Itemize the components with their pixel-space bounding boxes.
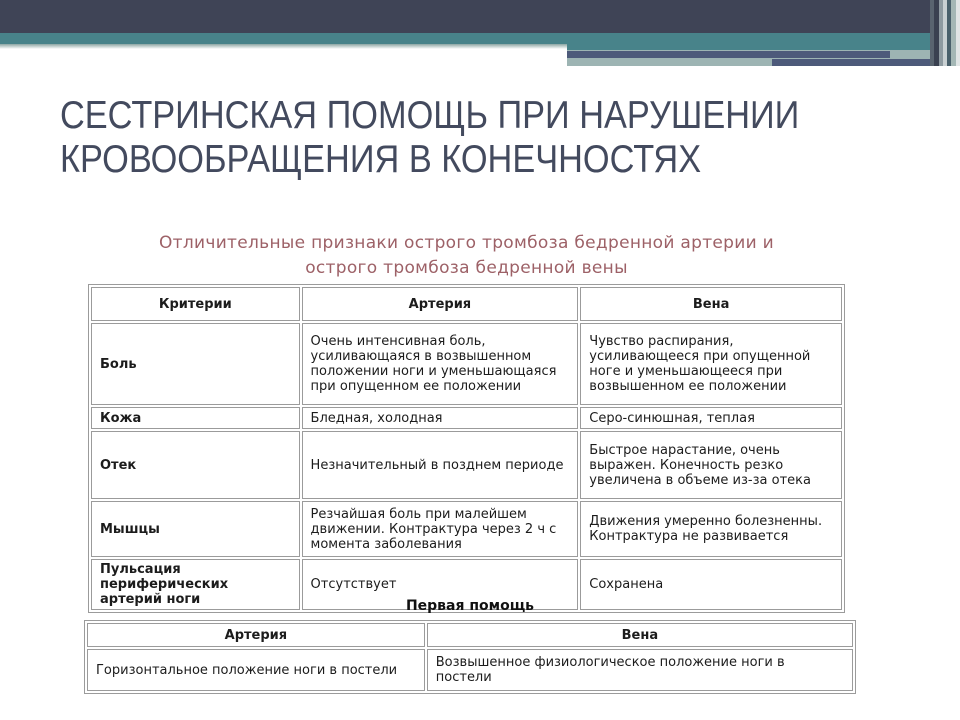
column-header-criteria: Критерии — [91, 287, 300, 321]
artery-cell: Бледная, холодная — [302, 407, 579, 429]
comparison-heading-line1: Отличительные признаки острого тромбоза бедренной артерии и — [158, 233, 775, 253]
accent-bar-2 — [772, 59, 943, 66]
criterion-cell: Мышцы — [91, 501, 300, 557]
table-row-pain — [91, 323, 842, 405]
column-header-artery: Артерия — [302, 287, 579, 321]
comparison-heading-line2: острого тромбоза бедренной вены — [305, 258, 628, 278]
table-row-first-aid — [87, 649, 853, 691]
slide-title-line1: СЕСТРИНСКАЯ ПОМОЩЬ ПРИ НАРУШЕНИИ — [60, 94, 800, 137]
teal-stripe — [0, 33, 960, 44]
comparison-heading — [88, 231, 845, 281]
criterion-cell: Боль — [91, 323, 300, 405]
column-header-vein: Вена — [427, 623, 853, 647]
vein-cell: Сохранена — [580, 559, 842, 610]
corner-stripe — [956, 0, 960, 66]
header-accent-panel-teal — [567, 44, 938, 50]
table-row-edema — [91, 431, 842, 499]
first-aid-heading: Первая помощь — [405, 598, 535, 614]
corner-stripes — [930, 0, 960, 66]
table-row-muscles — [91, 501, 842, 557]
artery-cell: Горизонтальное положение ноги в постели — [87, 649, 425, 691]
slide-title-line2: КРОВООБРАЩЕНИЯ В КОНЕЧНОСТЯХ — [60, 138, 702, 181]
slide-title — [60, 94, 852, 182]
artery-cell: Резчайшая боль при малейшем движении. Контрактура через 2 ч с момента заболевания — [302, 501, 579, 557]
criterion-cell: Кожа — [91, 407, 300, 429]
artery-cell: Отсутствует — [302, 559, 579, 610]
criterion-cell: Пульсация периферических артерий ноги — [91, 559, 300, 610]
top-banner — [0, 0, 960, 33]
table-row-skin — [91, 407, 842, 429]
artery-cell: Незначительный в позднем периоде — [302, 431, 579, 499]
column-header-vein: Вена — [580, 287, 842, 321]
table-header-row — [91, 287, 842, 321]
table-header-row — [87, 623, 853, 647]
artery-cell: Очень интенсивная боль, усиливающаяся в возвышенном положении ноги и уменьшающаяся при опущенном ее положении — [302, 323, 579, 405]
vein-cell: Движения умеренно болезненны. Контрактура не развивается — [580, 501, 842, 557]
vein-cell: Возвышенное физиологическое положение ноги в постели — [427, 649, 853, 691]
vein-cell: Чувство распирания, усиливающееся при опущенной ноге и уменьшающееся при возвышенном ее положении — [580, 323, 842, 405]
vein-cell: Быстрое нарастание, очень выражен. Конечность резко увеличена в объеме из-за отека — [580, 431, 842, 499]
accent-bar-1 — [567, 51, 890, 58]
criterion-cell: Отек — [91, 431, 300, 499]
first-aid-table — [84, 620, 856, 694]
comparison-table — [88, 284, 845, 613]
vein-cell: Серо-синюшная, теплая — [580, 407, 842, 429]
column-header-artery: Артерия — [87, 623, 425, 647]
